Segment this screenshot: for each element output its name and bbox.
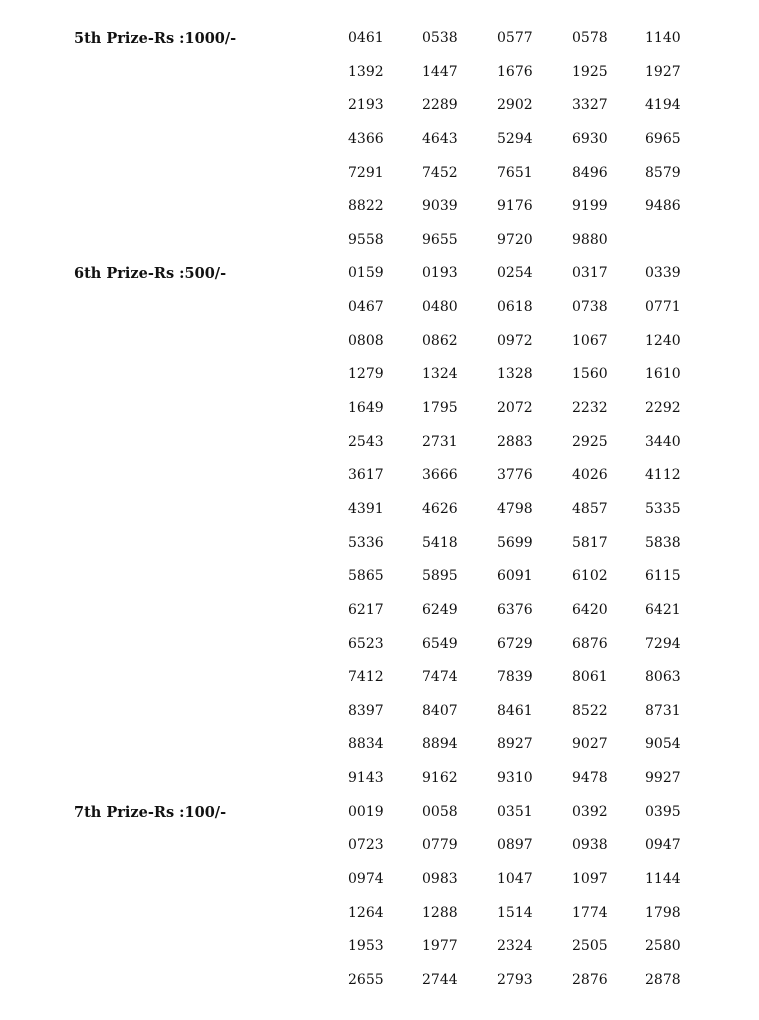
winning-number: 1649	[348, 400, 384, 417]
winning-number: 1067	[572, 332, 608, 349]
winning-number: 0317	[572, 265, 608, 282]
winning-number: 8834	[348, 736, 384, 753]
number-row	[0, 829, 759, 863]
winning-number: 9054	[645, 736, 681, 753]
winning-number: 0723	[348, 837, 384, 854]
winning-number: 8061	[572, 669, 608, 686]
number-row	[0, 22, 759, 56]
winning-number: 1953	[348, 938, 384, 955]
winning-number: 1288	[422, 904, 458, 921]
winning-number: 1798	[645, 904, 681, 921]
winning-number: 3327	[572, 97, 608, 114]
winning-number: 0254	[497, 265, 533, 282]
number-row	[0, 56, 759, 90]
winning-number: 0351	[497, 803, 533, 820]
winning-number: 9143	[348, 770, 384, 787]
winning-number: 9486	[645, 198, 681, 215]
winning-number: 1047	[497, 871, 533, 888]
winning-number: 2193	[348, 97, 384, 114]
winning-number: 3666	[422, 467, 458, 484]
winning-number: 5865	[348, 568, 384, 585]
winning-number: 2876	[572, 971, 608, 988]
winning-number: 5294	[497, 130, 533, 147]
winning-number: 2580	[645, 938, 681, 955]
winning-number: 9720	[497, 231, 533, 248]
winning-number: 2232	[572, 400, 608, 417]
winning-number: 1392	[348, 63, 384, 80]
winning-number: 9199	[572, 198, 608, 215]
winning-number: 1144	[645, 871, 681, 888]
number-row	[0, 123, 759, 157]
number-row	[0, 527, 759, 561]
prize-section	[0, 796, 759, 998]
winning-number: 0538	[422, 30, 458, 46]
prize-section	[0, 257, 759, 795]
winning-number: 5895	[422, 568, 458, 585]
winning-number: 6420	[572, 601, 608, 618]
number-row	[0, 695, 759, 729]
winning-number: 0480	[422, 299, 458, 316]
winning-number: 2292	[645, 400, 681, 417]
number-row	[0, 224, 759, 258]
winning-number: 8407	[422, 702, 458, 719]
winning-number: 1264	[348, 904, 384, 921]
winning-number: 1240	[645, 332, 681, 349]
winning-number: 0738	[572, 299, 608, 316]
winning-number: 4026	[572, 467, 608, 484]
winning-number: 1774	[572, 904, 608, 921]
winning-number: 1560	[572, 366, 608, 383]
winning-number: 2289	[422, 97, 458, 114]
winning-number: 7651	[497, 164, 533, 181]
number-row	[0, 762, 759, 796]
number-row	[0, 291, 759, 325]
winning-number: 7412	[348, 669, 384, 686]
winning-number: 9478	[572, 770, 608, 787]
winning-number: 1097	[572, 871, 608, 888]
winning-number: 8461	[497, 702, 533, 719]
number-row	[0, 728, 759, 762]
prize-title: 5th Prize-Rs :1000/-	[74, 30, 237, 47]
winning-number: 6549	[422, 635, 458, 652]
winning-number: 2902	[497, 97, 533, 114]
winning-number: 9927	[645, 770, 681, 787]
number-row	[0, 796, 759, 830]
winning-number: 8522	[572, 702, 608, 719]
number-row	[0, 493, 759, 527]
winning-number: 4112	[645, 467, 681, 484]
winning-number: 4857	[572, 500, 608, 517]
winning-number: 7294	[645, 635, 681, 652]
winning-number: 8579	[645, 164, 681, 181]
number-row	[0, 190, 759, 224]
winning-number: 2655	[348, 971, 384, 988]
number-row	[0, 89, 759, 123]
winning-number: 0983	[422, 871, 458, 888]
winning-number: 8927	[497, 736, 533, 753]
winning-number: 1925	[572, 63, 608, 80]
winning-number: 6217	[348, 601, 384, 618]
winning-number: 0019	[348, 803, 384, 820]
number-row	[0, 964, 759, 998]
winning-number: 8496	[572, 164, 608, 181]
winning-number: 0808	[348, 332, 384, 349]
winning-number: 6421	[645, 601, 681, 618]
winning-number: 2744	[422, 971, 458, 988]
number-row	[0, 392, 759, 426]
prize-title: 6th Prize-Rs :500/-	[74, 265, 227, 283]
winning-number: 7452	[422, 164, 458, 181]
winning-number: 2793	[497, 971, 533, 988]
number-row	[0, 560, 759, 594]
winning-number: 0339	[645, 265, 681, 282]
winning-number: 1676	[497, 63, 533, 80]
prize-title: 7th Prize-Rs :100/-	[74, 803, 227, 821]
winning-number: 6115	[645, 568, 681, 585]
winning-number: 0193	[422, 265, 458, 282]
winning-number: 0862	[422, 332, 458, 349]
winning-number: 9310	[497, 770, 533, 787]
winning-number: 0974	[348, 871, 384, 888]
number-row	[0, 459, 759, 493]
number-row	[0, 157, 759, 191]
winning-number: 9176	[497, 198, 533, 215]
winning-number: 0461	[348, 30, 384, 46]
winning-number: 1140	[645, 30, 681, 46]
winning-number: 4194	[645, 97, 681, 114]
winning-number: 2731	[422, 433, 458, 450]
winning-number: 0395	[645, 803, 681, 820]
winning-number: 2543	[348, 433, 384, 450]
winning-number: 6249	[422, 601, 458, 618]
winning-number: 0392	[572, 803, 608, 820]
winning-number: 0578	[572, 30, 608, 46]
winning-number: 9027	[572, 736, 608, 753]
number-row	[0, 628, 759, 662]
number-row	[0, 863, 759, 897]
winning-number: 9880	[572, 231, 608, 248]
winning-number: 9558	[348, 231, 384, 248]
winning-number: 2878	[645, 971, 681, 988]
prize-results-sheet	[0, 22, 759, 998]
winning-number: 1279	[348, 366, 384, 383]
winning-number: 6965	[645, 130, 681, 147]
winning-number: 2925	[572, 433, 608, 450]
number-row	[0, 897, 759, 931]
winning-number: 1447	[422, 63, 458, 80]
winning-number: 6930	[572, 130, 608, 147]
winning-number: 7474	[422, 669, 458, 686]
number-row	[0, 930, 759, 964]
winning-number: 1514	[497, 904, 533, 921]
winning-number: 4391	[348, 500, 384, 517]
winning-number: 8063	[645, 669, 681, 686]
winning-number: 6523	[348, 635, 384, 652]
prize-section	[0, 22, 759, 257]
winning-number: 4626	[422, 500, 458, 517]
winning-number: 2072	[497, 400, 533, 417]
winning-number: 3440	[645, 433, 681, 450]
winning-number: 4798	[497, 500, 533, 517]
winning-number: 0972	[497, 332, 533, 349]
winning-number: 0467	[348, 299, 384, 316]
number-row	[0, 426, 759, 460]
winning-number: 1795	[422, 400, 458, 417]
number-row	[0, 594, 759, 628]
winning-number: 6729	[497, 635, 533, 652]
winning-number: 0779	[422, 837, 458, 854]
number-row	[0, 257, 759, 291]
winning-number: 0947	[645, 837, 681, 854]
winning-number: 5838	[645, 534, 681, 551]
winning-number: 3617	[348, 467, 384, 484]
winning-number: 6876	[572, 635, 608, 652]
winning-number: 8731	[645, 702, 681, 719]
winning-number: 1977	[422, 938, 458, 955]
winning-number: 3776	[497, 467, 533, 484]
winning-number: 0618	[497, 299, 533, 316]
winning-number: 5817	[572, 534, 608, 551]
winning-number: 0577	[497, 30, 533, 46]
winning-number: 9039	[422, 198, 458, 215]
winning-number: 8397	[348, 702, 384, 719]
winning-number: 0897	[497, 837, 533, 854]
winning-number: 0159	[348, 265, 384, 282]
winning-number: 0058	[422, 803, 458, 820]
winning-number: 6102	[572, 568, 608, 585]
winning-number: 5336	[348, 534, 384, 551]
winning-number: 7291	[348, 164, 384, 181]
winning-number: 8894	[422, 736, 458, 753]
number-row	[0, 325, 759, 359]
winning-number: 1328	[497, 366, 533, 383]
winning-number: 0771	[645, 299, 681, 316]
winning-number: 1610	[645, 366, 681, 383]
winning-number: 5699	[497, 534, 533, 551]
winning-number: 7839	[497, 669, 533, 686]
winning-number: 8822	[348, 198, 384, 215]
winning-number: 2883	[497, 433, 533, 450]
winning-number: 2505	[572, 938, 608, 955]
winning-number: 5335	[645, 500, 681, 517]
winning-number: 6091	[497, 568, 533, 585]
winning-number: 4643	[422, 130, 458, 147]
winning-number: 1324	[422, 366, 458, 383]
winning-number: 4366	[348, 130, 384, 147]
winning-number: 5418	[422, 534, 458, 551]
winning-number: 2324	[497, 938, 533, 955]
winning-number: 9655	[422, 231, 458, 248]
winning-number: 1927	[645, 63, 681, 80]
winning-number: 9162	[422, 770, 458, 787]
number-row	[0, 661, 759, 695]
winning-number: 6376	[497, 601, 533, 618]
winning-number: 0938	[572, 837, 608, 854]
number-row	[0, 358, 759, 392]
